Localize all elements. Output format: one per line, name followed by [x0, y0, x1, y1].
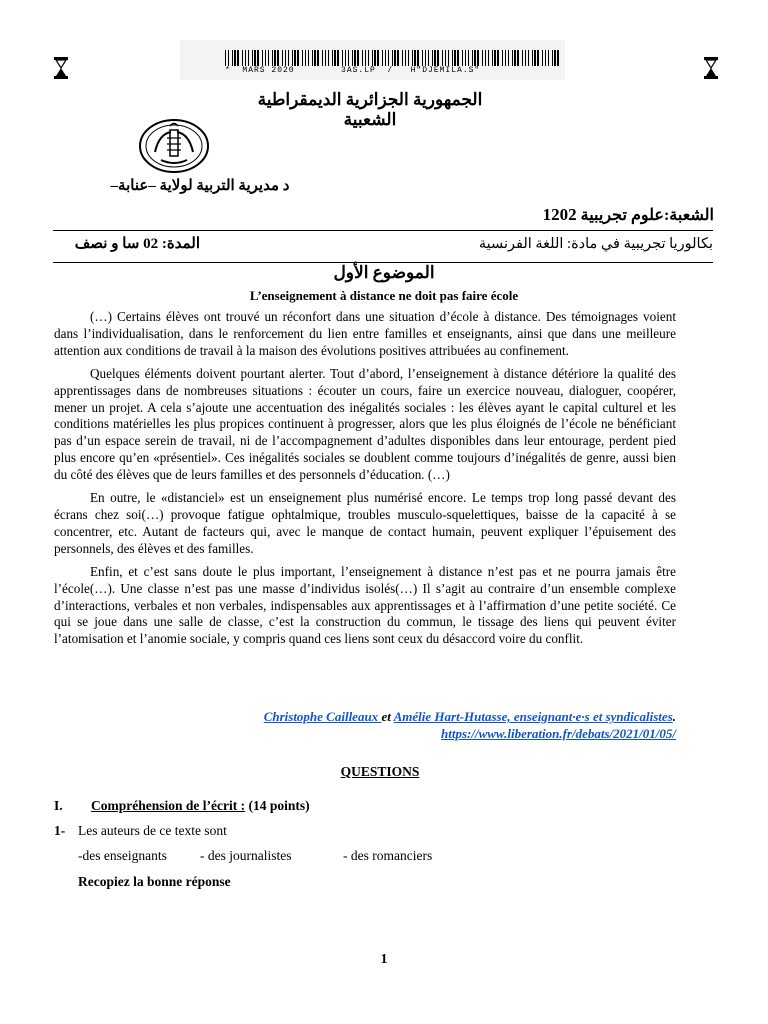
article-paragraph: En outre, le «distanciel» est un enseignement plus numérisé encore. Le temps trop long passé devant des écrans chez soi(…) provoque fatigue ophtalmique, troubles musculo-squelettiques, baisse de la capacité à se concentrer, etc. Autant de facteurs qui, avec le manque de contact humain, peuvent expliquer l’épuisement des personnels, des élèves et des familles.	[54, 490, 676, 556]
stream-text: الشعبة:علوم تجريبية	[580, 207, 714, 224]
page-number: 1	[380, 952, 388, 967]
questions-title: QUESTIONS	[340, 764, 420, 779]
author-link[interactable]: Amélie Hart-Hutasse, enseignant·e·s et syndicalistes	[393, 709, 673, 724]
duration-value: 02	[143, 236, 159, 252]
exam-duration	[60, 234, 200, 253]
article-paragraph: Quelques éléments doivent pourtant alerter. Tout d’abord, l’enseignement à distance détériore la qualité des apprentissages dans de nombreuses situations : écouter un cours, faire un exercice nouveau, dialoguer, coopérer, mener un projet. A cela s’ajoute une accentuation des inégalités sociales : les élèves ayant le capital culturel et les conditions matérielles les plus propices continuent à progresser, alors que les plus éloignés de l’école ne bénéficiant pas d’un espace serein de travail, ni de l’accompagnement d’adultes disponibles dans leur entourage, perdent pied plus encore qu’en «présentiel». Ces inégalités sociales se doublent comme toujours d’inégalités de genre, aussi bien du côté des élèves que de leurs familles et des personnels d’éducation. (…)	[54, 365, 676, 483]
author-link[interactable]: Christophe Cailleaux	[263, 709, 382, 724]
answer-option: -des enseignants	[78, 848, 167, 863]
exam-subject: بكالوريا تجريبية في مادة: اللغة الفرنسية	[478, 236, 713, 252]
answer-option: - des romanciers	[343, 848, 433, 863]
article-credits	[54, 708, 676, 742]
section-points: (14 points)	[245, 798, 310, 813]
article-paragraph: (…) Certains élèves ont trouvé un réconfort dans une situation d’école à distance. Des témoignages voient dans l’individualisation, dans le renforcement du lien entre familles et enseignants, ainsi que dans une meilleure attention aux conditions de travail à la maison des évolutions positives attribuées au confinement.	[54, 309, 676, 358]
question-text: Les auteurs de ce texte sont	[78, 823, 227, 838]
question-number: 1-	[54, 823, 66, 838]
section-number: I.	[54, 798, 63, 813]
authors-line	[54, 708, 676, 725]
section-title-text: Compréhension de l’écrit :	[91, 798, 246, 813]
author-end: .	[672, 709, 676, 724]
hourglass-icon	[704, 57, 718, 79]
directorate-label: د مديرية التربية لولاية –عنابة–	[110, 178, 290, 194]
republic-heading: الجمهورية الجزائرية الديمقراطية الشعبية	[257, 90, 483, 129]
hourglass-icon	[54, 57, 68, 79]
source-link[interactable]: https://www.liberation.fr/debats/2021/01/05/	[441, 726, 676, 741]
article-body	[54, 309, 676, 654]
conjunction: et	[381, 709, 391, 724]
topic-title: الموضوع الأول	[333, 263, 435, 282]
ministry-logo	[137, 118, 211, 174]
duration-label: المدة:	[161, 236, 200, 252]
barcode-bars	[225, 50, 560, 66]
question-instruction: Recopiez la bonne réponse	[78, 874, 231, 889]
article-title: L’enseignement à distance ne doit pas faire école	[249, 288, 519, 303]
stream-code: 1202	[542, 205, 577, 224]
stream-label	[420, 205, 714, 225]
duration-unit: سا و نصف	[74, 236, 140, 252]
article-paragraph: Enfin, et c’est sans doute le plus important, l’enseignement à distance n’est pas et ne pourra jamais être l’école(…). Une classe n’est pas une masse d’individus isolés(…) Il s’agit au contraire d’un ensemble complexe d’interactions, verbales et non verbales, indispensables aux apprentissages et à l’affirmation d’une petite société. Ce qui se joue dans une salle de classe, c’est la construction du commun, le tissage des liens qui peuvent éviter l’atomisation et l’anomie sociale, y compris quand ces liens sont ceux du désaccord voire du conflit.	[54, 563, 676, 647]
answer-option: - des journalistes	[200, 848, 292, 863]
section-title	[91, 798, 310, 814]
divider	[53, 230, 713, 231]
barcode-caption: * MARS 2020 3AS.LP / H"DJEMILA.S"	[225, 66, 481, 75]
